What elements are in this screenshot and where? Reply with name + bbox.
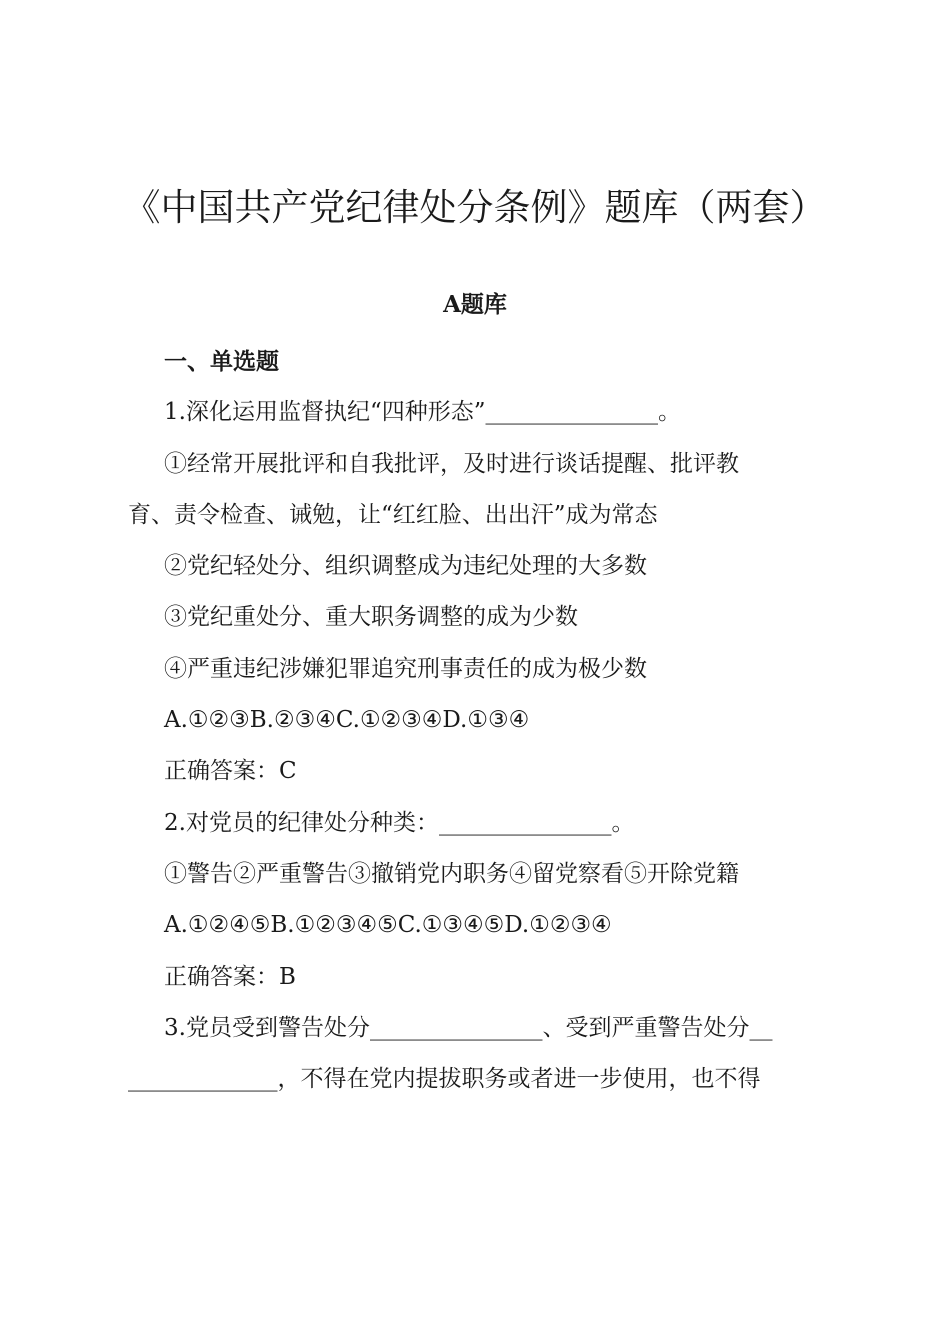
section-subtitle: A题库 <box>443 291 507 318</box>
question-stem <box>128 1003 834 1106</box>
document-body <box>128 336 834 1105</box>
page-title: 《中国共产党纪律处分条例》题库（两套） <box>123 186 827 229</box>
stem-line: _____________，不得在党内提拔职务或者进一步使用，也不得 <box>128 1066 761 1093</box>
question-option: ①警告②严重警告③撤销党内职务④留党察看⑤开除党籍 <box>164 860 739 887</box>
option-line: ①经常开展批评和自我批评，及时进行谈话提醒、批评教 <box>164 450 739 477</box>
option-line: 育、责令检查、诫勉，让“红红脸、出出汗”成为常态 <box>128 501 658 528</box>
question-option: ④严重违纪涉嫌犯罪追究刑事责任的成为极少数 <box>164 655 647 682</box>
question-stem: 2.对党员的纪律处分种类：_______________。 <box>164 809 635 836</box>
question-option <box>128 439 834 542</box>
question-choices: A.①②③B.②③④C.①②③④D.①③④ <box>164 707 530 734</box>
question-option: ③党纪重处分、重大职务调整的成为少数 <box>164 604 578 631</box>
question-answer: 正确答案：B <box>164 963 296 990</box>
question-choices: A.①②④⑤B.①②③④⑤C.①③④⑤D.①②③④ <box>164 912 612 939</box>
question-stem: 1.深化运用监督执纪“四种形态”_______________。 <box>164 399 681 426</box>
question-answer: 正确答案：C <box>164 758 297 785</box>
question-option: ②党纪轻处分、组织调整成为违纪处理的大多数 <box>164 553 647 580</box>
section-heading: 一、单选题 <box>164 348 279 375</box>
stem-line: 3.党员受到警告处分_______________、受到严重警告处分__ <box>164 1014 773 1041</box>
